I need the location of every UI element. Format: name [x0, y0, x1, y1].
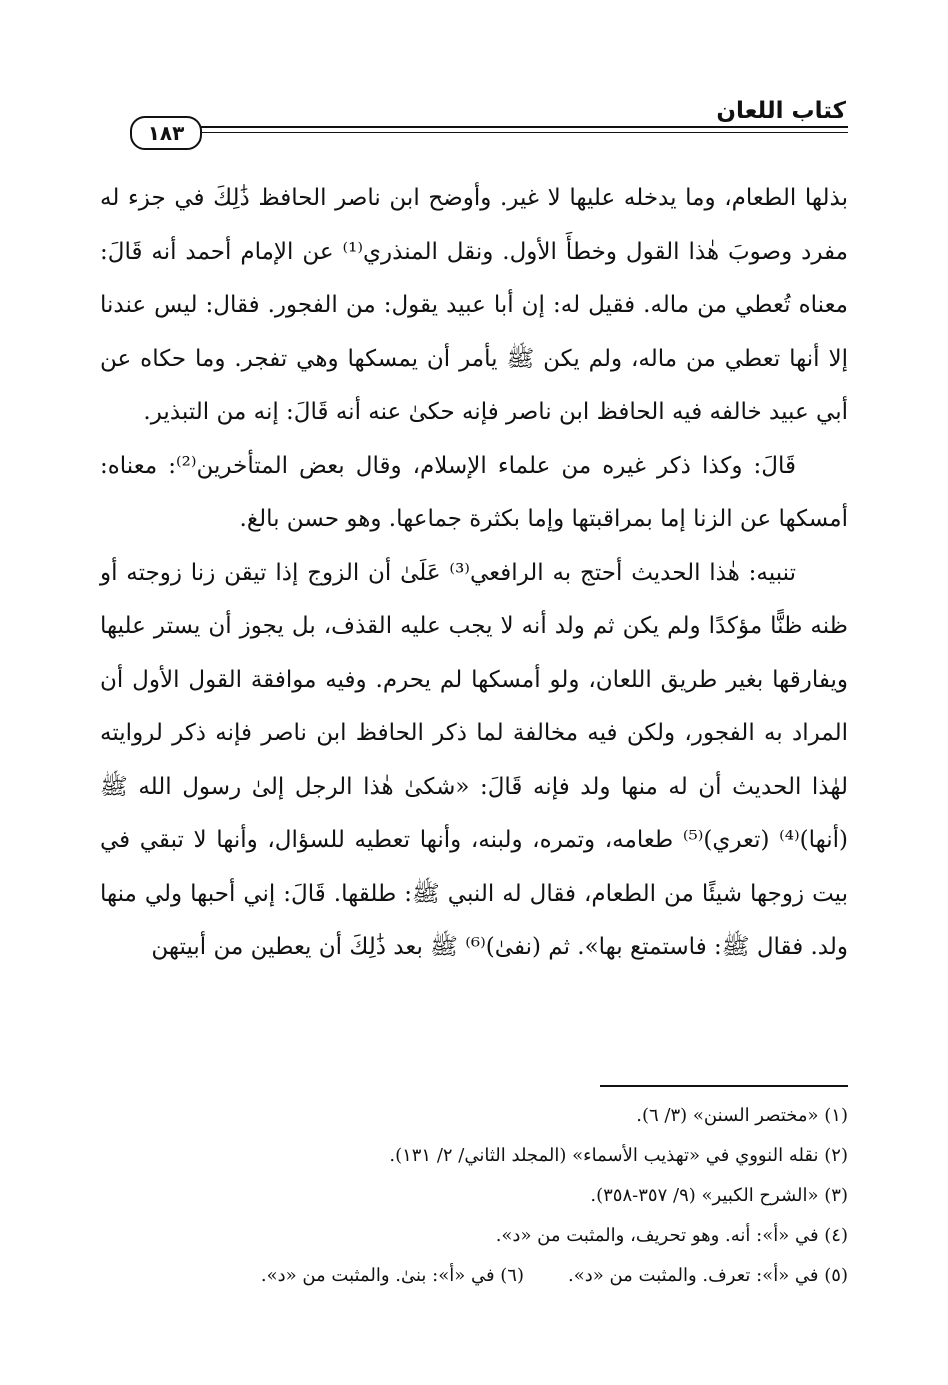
- footnote-item: (٦) في «أ»: بنىٰ. والمثبت من «د».: [260, 1265, 524, 1286]
- footnote-line: [100, 1256, 848, 1296]
- footnote-separator: [600, 1085, 848, 1087]
- paragraph: قَالَ: وكذا ذكر غيره من علماء الإسلام، وقال بعض المتأخرين⁽²⁾: معناه: أمسكها عن الزنا إما بمراقبتها وإما بكثرة جماعها. وهو حسن بالغ.: [100, 452, 848, 532]
- footnote-item: (١) «مختصر السنن» (٣/ ٦).: [636, 1105, 848, 1126]
- header-rule-thin: [200, 132, 848, 133]
- footnote-item: (٢) نقله النووي في «تهذيب الأسماء» (المجلد الثاني/ ٢/ ١٣١).: [389, 1145, 848, 1166]
- footnote-item: (٣) «الشرح الكبير» (٩/ ٣٥٧-٣٥٨).: [590, 1185, 848, 1206]
- page-header: [100, 96, 848, 156]
- running-title: كتاب اللعان: [716, 98, 846, 124]
- paragraph: بذلها الطعام، وما يدخله عليها لا غير. وأوضح ابن ناصر الحافظ ذَٰلِكَ في جزء له مفرد وصوبَ هٰذا القول وخطأَ الأول. ونقل المنذري⁽¹⁾ عن الإمام أحمد أنه قَالَ: معناه تُعطي من ماله. فقيل له: إن أبا عبيد يقول: من الفجور. فقال: ليس عندنا إلا أنها تعطي من ماله، ولم يكن ﷺ يأمر أن يمسكها وهي تفجر. وما حكاه عن أبي عبيد خالفه فيه الحافظ ابن ناصر فإنه حكىٰ عنه أنه قَالَ: إنه من التبذير.: [100, 185, 848, 425]
- main-text: [100, 172, 848, 975]
- header-rule: [200, 126, 848, 128]
- footnote-item: (٤) في «أ»: أنه. وهو تحريف، والمثبت من «د».: [495, 1225, 848, 1246]
- footnotes: [100, 1096, 848, 1296]
- page-number: ١٨٣: [130, 116, 202, 150]
- paragraph: تنبيه: هٰذا الحديث أحتج به الرافعي⁽³⁾ عَلَىٰ أن الزوج إذا تيقن زنا زوجته أو ظنه ظنًّا مؤكدًا ولم يكن ثم ولد أنه لا يجب عليه القذف، بل يجوز أن يستر عليها ويفارقها بغير طريق اللعان، ولو أمسكها لم يحرم. وفيه موافقة القول الأول أن المراد به الفجور، ولكن فيه مخالفة لما ذكر الحافظ ابن ناصر فإنه ذكر لروايته لهٰذا الحديث أن له منها ولد فإنه قَالَ: «شكىٰ هٰذا الرجل إلىٰ رسول الله ﷺ (أنها)⁽⁴⁾ (تعري)⁽⁵⁾ طعامه، وتمره، ولبنه، وأنها تعطيه للسؤال، وأنها لا تبقي في بيت زوجها شيئًا من الطعام، فقال له النبي ﷺ: طلقها. قَالَ: إني أحبها ولي منها ولد. فقال ﷺ: فاستمتع بها». ثم (نفىٰ)⁽⁶⁾ ﷺ بعد ذَٰلِكَ أن يعطين من أبيتهن: [100, 559, 849, 960]
- footnote-item: (٥) في «أ»: تعرف. والمثبت من «د».: [568, 1265, 848, 1286]
